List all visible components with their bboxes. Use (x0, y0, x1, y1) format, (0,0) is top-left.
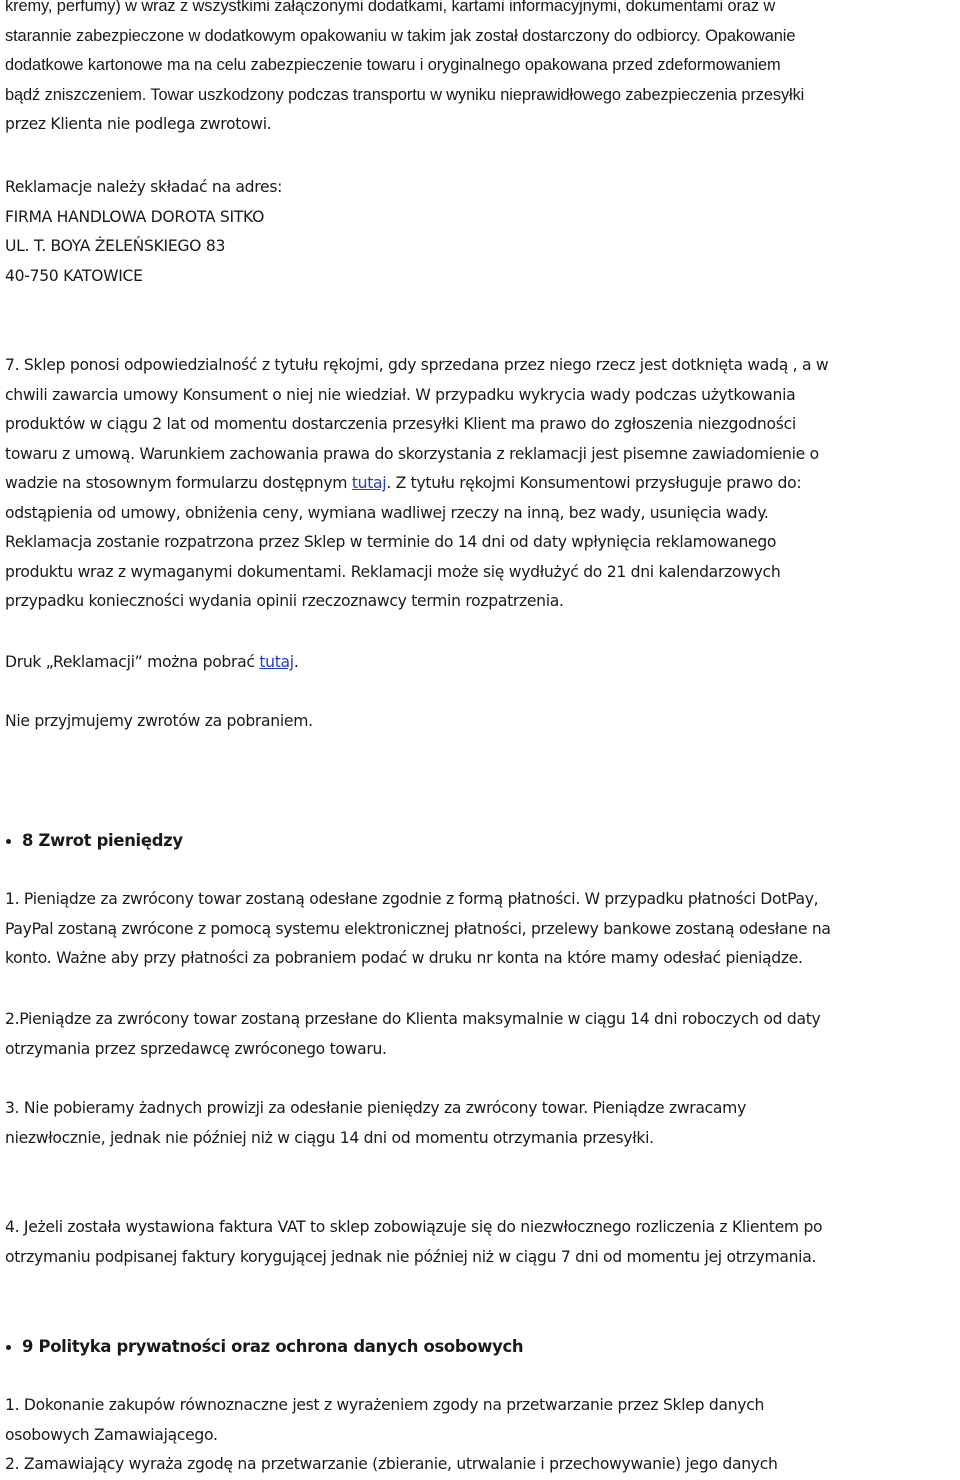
druk-line (5, 648, 299, 678)
point7-line-5 (5, 469, 828, 499)
section-8-point-4 (5, 1213, 822, 1272)
complaint-print-link[interactable]: tutaj (259, 653, 294, 671)
s8-p2-line-1: 2.Pieniądze za zwrócony towar zostaną przesłane do Klienta maksymalnie w ciągu 14 dni roboczych od daty (5, 1010, 821, 1028)
bullet-icon (6, 1345, 11, 1350)
s8-p3-line-1: 3. Nie pobieramy żadnych prowizji za odesłanie pieniędzy za zwrócony towar. Pieniądze zwracamy (5, 1099, 746, 1117)
complaint-print-paragraph (5, 648, 299, 678)
s8-p4-line-2: otrzymaniu podpisanej faktury korygującej jednak nie później niż w ciągu 7 dni od momentu jej otrzymania. (5, 1247, 817, 1266)
bullet-icon (6, 839, 11, 844)
s9-p1-line-2: osobowych Zamawiającego. (5, 1425, 218, 1444)
s9-p2-line-1: 2. Zamawiający wyraża zgodę na przetwarzanie (zbieranie, utrwalanie i przechowywanie) jego danych (5, 1455, 778, 1473)
s8-p4-line-1: 4. Jeżeli została wystawiona faktura VAT to sklep zobowiązuje się do niezwłocznego rozliczenia z Klientem po (5, 1218, 823, 1236)
intro-line-5: przez Klienta nie podlega zwrotowi. (5, 115, 272, 133)
complaint-form-link[interactable]: tutaj (351, 474, 387, 492)
point-7-paragraph (5, 351, 828, 617)
point7-line-7: Reklamacja zostanie rozpatrzona przez Sklep w terminie do 14 dni od daty wpłynięcia reklamowanego (5, 533, 777, 551)
address-company: FIRMA HANDLOWA DOROTA SITKO (5, 207, 265, 226)
point7-line-3: produktów w ciągu 2 lat od momentu dostarczenia przesyłki Klient ma prawo do zgłoszenia niezgodności (5, 415, 796, 433)
complaint-address (5, 173, 282, 291)
point7-line-4: towaru z umową. Warunkiem zachowania prawa do skorzystania z reklamacji jest pisemne zawiadomienie o (5, 444, 819, 463)
section-8-point-2 (5, 1005, 820, 1064)
section-8-title: 8 Zwrot pieniędzy (22, 831, 183, 850)
section-9-points (5, 1391, 778, 1480)
point7-line-8: produktu wraz z wymaganymi dokumentami. Reklamacji może się wydłużyć do 21 dni kalendarzowych (5, 562, 781, 581)
point7-line-6: odstąpienia od umowy, obniżenia ceny, wymiana wadliwej rzeczy na inną, bez wady, usunięcia wady. (5, 503, 769, 522)
s8-p1-line-2: PayPal zostaną zwrócone z pomocą systemu elektronicznej płatności, przelewy bankowe zostaną odesłane na (5, 919, 831, 938)
section-8-point-3 (5, 1094, 746, 1153)
intro-line-2: starannie zabezpieczone w dodatkowym opakowaniu w takim jak został dostarczony do odbiorcy. Opakowanie (5, 26, 796, 45)
no-cod-returns-text: Nie przyjmujemy zwrotów za pobraniem. (5, 712, 313, 730)
s8-p1-line-1: 1. Pieniądze za zwrócony towar zostaną odesłane zgodnie z formą płatności. W przypadku płatności DotPay, (5, 890, 819, 908)
point7-line-5-tail: . Z tytułu rękojmi Konsumentowi przysługuje prawo do: (386, 474, 802, 492)
point7-line-5-text: wadzie na stosownym formularzu dostępnym (5, 474, 352, 492)
point7-line-1: 7. Sklep ponosi odpowiedzialność z tytułu rękojmi, gdy sprzedana przez niego rzecz jest dotknięta wadą , a w (5, 356, 829, 374)
section-8-heading (5, 826, 183, 855)
no-cod-returns-paragraph (5, 707, 313, 737)
address-lead: Reklamacje należy składać na adres: (5, 178, 283, 196)
s8-p2-line-2: otrzymania przez sprzedawcę zwróconego towaru. (5, 1039, 387, 1058)
intro-line-4: bądź zniszczeniem. Towar uszkodzony podczas transportu w wyniku nieprawidłowego zabezpieczenia przesyłki (5, 85, 805, 104)
druk-text: Druk „Reklamacji” można pobrać (5, 653, 260, 671)
section-8-point-1 (5, 885, 831, 974)
address-city: 40-750 KATOWICE (5, 266, 143, 285)
intro-line-3: dodatkowe kartonowe ma na celu zabezpieczenie towaru i oryginalnego opakowana przed zdeformowaniem (5, 56, 781, 74)
point7-line-9: przypadku konieczności wydania opinii rzeczoznawcy termin rozpatrzenia. (5, 592, 564, 610)
intro-paragraph (5, 0, 804, 140)
druk-tail: . (293, 653, 299, 671)
section-9-title: 9 Polityka prywatności oraz ochrona danych osobowych (22, 1337, 524, 1356)
s8-p1-line-3: konto. Ważne aby przy płatności za pobraniem podać w druku nr konta na które mamy odesłać pieniądze. (5, 949, 803, 967)
address-street: UL. T. BOYA ŻELEŃSKIEGO 83 (5, 237, 226, 255)
section-9-heading (5, 1332, 523, 1361)
point7-line-2: chwili zawarcia umowy Konsument o niej nie wiedział. W przypadku wykrycia wady podczas użytkowania (5, 385, 796, 404)
s9-p1-line-1: 1. Dokonanie zakupów równoznaczne jest z wyrażeniem zgody na przetwarzanie przez Sklep danych (5, 1396, 765, 1414)
intro-line-1: kremy, perfumy) w wraz z wszystkimi załączonymi dodatkami, kartami informacyjnymi, dokumentami oraz w (5, 0, 776, 15)
s8-p3-line-2: niezwłocznie, jednak nie później niż w ciągu 14 dni od momentu otrzymania przesyłki. (5, 1128, 654, 1147)
